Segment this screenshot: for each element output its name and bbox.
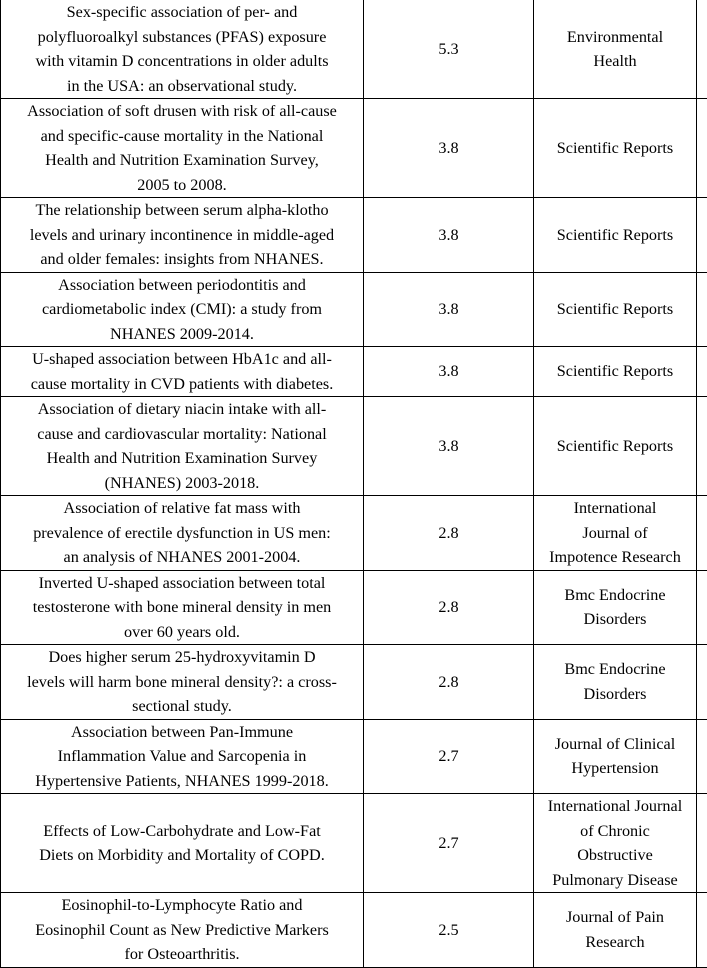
- paper-title-line: and specific-cause mortality in the National: [2, 124, 362, 149]
- journal-line: Pulmonary Disease: [535, 868, 695, 893]
- impact-factor-cell: 2.5: [364, 893, 534, 968]
- table-row: [1, 719, 707, 794]
- journal-line: of Chronic: [535, 819, 695, 844]
- journal-cell: [534, 719, 697, 794]
- empty-cell: [697, 397, 707, 496]
- paper-title-line: cardiometabolic index (CMI): a study from: [2, 297, 362, 322]
- journal-line: Bmc Endocrine: [535, 657, 695, 682]
- journal-line: Scientific Reports: [535, 223, 695, 248]
- table-row: [1, 794, 707, 893]
- table-row: [1, 496, 707, 571]
- paper-title-line: (NHANES) 2003-2018.: [2, 471, 362, 496]
- paper-title-cell: [1, 794, 364, 893]
- paper-title-line: in the USA: an observational study.: [2, 74, 362, 99]
- table-row: [1, 570, 707, 645]
- paper-title-line: 2005 to 2008.: [2, 173, 362, 198]
- impact-factor-cell: 3.8: [364, 347, 534, 397]
- paper-title-line: Inverted U-shaped association between total: [2, 571, 362, 596]
- paper-title-cell: [1, 0, 364, 99]
- impact-factor-cell: 3.8: [364, 272, 534, 347]
- paper-title-cell: [1, 99, 364, 198]
- paper-title-line: for Osteoarthritis.: [2, 942, 362, 967]
- paper-title-line: and older females: insights from NHANES.: [2, 247, 362, 272]
- journal-line: International Journal: [535, 794, 695, 819]
- table-row: [1, 272, 707, 347]
- table-row: [1, 198, 707, 273]
- paper-title-line: Diets on Morbidity and Mortality of COPD.: [2, 843, 362, 868]
- journal-line: Environmental: [535, 25, 695, 50]
- journal-line: Health: [535, 49, 695, 74]
- journal-line: International: [535, 496, 695, 521]
- empty-cell: [697, 794, 707, 893]
- journal-line: Scientific Reports: [535, 359, 695, 384]
- impact-factor-cell: 3.8: [364, 99, 534, 198]
- empty-cell: [697, 99, 707, 198]
- journal-cell: [534, 198, 697, 273]
- impact-factor-cell: 2.8: [364, 645, 534, 720]
- journal-line: Research: [535, 930, 695, 955]
- paper-title-line: cause and cardiovascular mortality: National: [2, 422, 362, 447]
- journal-line: Scientific Reports: [535, 136, 695, 161]
- paper-title-line: prevalence of erectile dysfunction in US men:: [2, 521, 362, 546]
- paper-title-line: with vitamin D concentrations in older adults: [2, 49, 362, 74]
- paper-title-cell: [1, 570, 364, 645]
- paper-title-cell: [1, 496, 364, 571]
- impact-factor-cell: 3.8: [364, 397, 534, 496]
- paper-title-line: Health and Nutrition Examination Survey,: [2, 148, 362, 173]
- journal-line: Journal of Clinical: [535, 732, 695, 757]
- empty-cell: [697, 198, 707, 273]
- paper-title-line: Eosinophil-to-Lymphocyte Ratio and: [2, 893, 362, 918]
- paper-title-line: polyfluoroalkyl substances (PFAS) exposure: [2, 25, 362, 50]
- paper-title-line: Eosinophil Count as New Predictive Markers: [2, 918, 362, 943]
- paper-title-line: Association of soft drusen with risk of all-cause: [2, 99, 362, 124]
- paper-title-line: over 60 years old.: [2, 620, 362, 645]
- impact-factor-cell: 2.8: [364, 570, 534, 645]
- paper-title-line: Health and Nutrition Examination Survey: [2, 446, 362, 471]
- paper-title-line: Association between Pan-Immune: [2, 720, 362, 745]
- paper-title-line: cause mortality in CVD patients with diabetes.: [2, 372, 362, 397]
- paper-title-cell: [1, 719, 364, 794]
- impact-factor-cell: 2.8: [364, 496, 534, 571]
- journal-line: Disorders: [535, 682, 695, 707]
- journal-cell: [534, 0, 697, 99]
- journal-cell: [534, 893, 697, 968]
- table-row: [1, 347, 707, 397]
- paper-title-line: U-shaped association between HbA1c and all-: [2, 347, 362, 372]
- table-row: [1, 397, 707, 496]
- paper-title-cell: [1, 198, 364, 273]
- journal-cell: [534, 347, 697, 397]
- impact-factor-cell: 5.3: [364, 0, 534, 99]
- table-row: [1, 645, 707, 720]
- journal-line: Hypertension: [535, 756, 695, 781]
- paper-title-line: Sex-specific association of per- and: [2, 0, 362, 25]
- journal-line: Obstructive: [535, 843, 695, 868]
- paper-title-line: sectional study.: [2, 694, 362, 719]
- empty-cell: [697, 570, 707, 645]
- journal-line: Disorders: [535, 607, 695, 632]
- empty-cell: [697, 645, 707, 720]
- journal-line: Scientific Reports: [535, 434, 695, 459]
- impact-factor-cell: 2.7: [364, 719, 534, 794]
- paper-title-line: Effects of Low-Carbohydrate and Low-Fat: [2, 819, 362, 844]
- paper-title-line: The relationship between serum alpha-klotho: [2, 198, 362, 223]
- paper-title-line: levels and urinary incontinence in middle-aged: [2, 223, 362, 248]
- empty-cell: [697, 496, 707, 571]
- journal-line: Journal of: [535, 521, 695, 546]
- papers-table-body: [1, 0, 707, 967]
- journal-cell: [534, 99, 697, 198]
- paper-title-cell: [1, 893, 364, 968]
- table-row: [1, 0, 707, 99]
- paper-title-cell: [1, 645, 364, 720]
- paper-title-line: levels will harm bone mineral density?: a cross-: [2, 670, 362, 695]
- paper-title-line: testosterone with bone mineral density in men: [2, 595, 362, 620]
- journal-line: Scientific Reports: [535, 297, 695, 322]
- paper-title-cell: [1, 272, 364, 347]
- empty-cell: [697, 347, 707, 397]
- impact-factor-cell: 3.8: [364, 198, 534, 273]
- paper-title-line: Association of dietary niacin intake with all-: [2, 397, 362, 422]
- journal-cell: [534, 645, 697, 720]
- journal-cell: [534, 496, 697, 571]
- journal-line: Bmc Endocrine: [535, 583, 695, 608]
- impact-factor-cell: 2.7: [364, 794, 534, 893]
- journal-cell: [534, 272, 697, 347]
- paper-title-line: Hypertensive Patients, NHANES 1999-2018.: [2, 769, 362, 794]
- journal-line: Journal of Pain: [535, 905, 695, 930]
- paper-title-line: Association between periodontitis and: [2, 273, 362, 298]
- journal-line: Impotence Research: [535, 545, 695, 570]
- empty-cell: [697, 719, 707, 794]
- paper-title-cell: [1, 347, 364, 397]
- paper-title-line: Does higher serum 25-hydroxyvitamin D: [2, 645, 362, 670]
- paper-title-line: NHANES 2009-2014.: [2, 322, 362, 347]
- journal-cell: [534, 397, 697, 496]
- paper-title-line: Association of relative fat mass with: [2, 496, 362, 521]
- empty-cell: [697, 272, 707, 347]
- journal-cell: [534, 570, 697, 645]
- empty-cell: [697, 0, 707, 99]
- paper-title-cell: [1, 397, 364, 496]
- table-row: [1, 893, 707, 968]
- empty-cell: [697, 893, 707, 968]
- paper-title-line: Inflammation Value and Sarcopenia in: [2, 744, 362, 769]
- table-row: [1, 99, 707, 198]
- paper-title-line: an analysis of NHANES 2001-2004.: [2, 545, 362, 570]
- journal-cell: [534, 794, 697, 893]
